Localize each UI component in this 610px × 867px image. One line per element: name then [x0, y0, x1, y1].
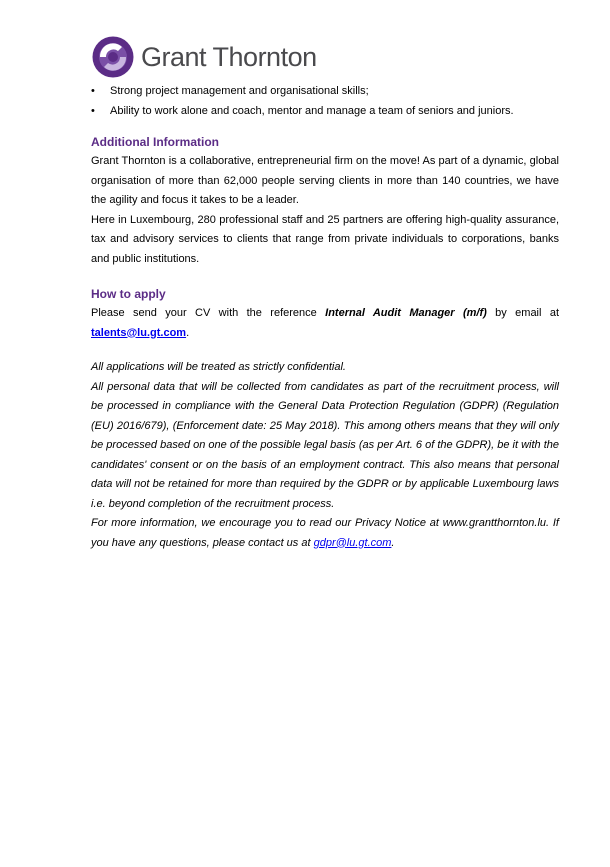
- additional-info-paragraph-1: Grant Thornton is a collaborative, entrepreneurial firm on the move! As part of a dynamic, global organisation of more than 62,000 people serving clients in more than 140 countries, we have the agility and focus it takes to be a leader.: [91, 155, 559, 206]
- gdpr-email-link[interactable]: gdpr@lu.gt.com: [313, 536, 392, 549]
- gdpr-paragraph: All personal data that will be collected from candidates as part of the recruitment process, will be processed in compliance with the General Data Protection Regulation (GDPR) (Regulation (EU) 2016/679), (Enforcement date: 25 May 2018). This among others means that they will only be processed based on one of the possible legal basis (as per Art. 6 of the GDPR), be it with the candidates' consent or on the basis of an employment contract. This also means that personal data will not be retained for more than required by the GDPR or by applicable Luxembourg laws i.e. beyond completion of the recruitment process.: [91, 380, 559, 510]
- talents-email-link[interactable]: talents@lu.gt.com: [91, 326, 187, 339]
- document-body: [91, 82, 559, 553]
- grant-thornton-logo: [92, 35, 317, 79]
- list-item: • Strong project management and organisational skills;: [91, 82, 559, 102]
- list-item: • Ability to work alone and coach, mentor and manage a team of seniors and juniors.: [91, 102, 559, 122]
- job-reference: Internal Audit Manager (m/f): [325, 307, 487, 319]
- additional-info-paragraph-2: Here in Luxembourg, 280 professional staff and 25 partners are offering high-quality assurance, tax and advisory services to clients that range from private individuals to corporations, banks and public institutions.: [91, 213, 559, 265]
- grant-thornton-logo-icon: [92, 36, 134, 78]
- requirements-list: [91, 82, 559, 121]
- logo-wordmark: Grant Thornton: [141, 41, 317, 72]
- privacy-notice-paragraph: For more information, we encourage you to read our Privacy Notice at www.grantthornton.lu. If you have any questions, please contact us at gdpr@lu.gt.com.: [91, 517, 559, 549]
- how-to-apply-heading: How to apply: [91, 287, 166, 301]
- confidentiality-statement: All applications will be treated as strictly confidential.: [91, 361, 346, 373]
- additional-information-heading: Additional Information: [91, 135, 219, 149]
- how-to-apply-paragraph: Please send your CV with the reference Internal Audit Manager (m/f) by email at talents@lu.gt.com.: [91, 307, 559, 339]
